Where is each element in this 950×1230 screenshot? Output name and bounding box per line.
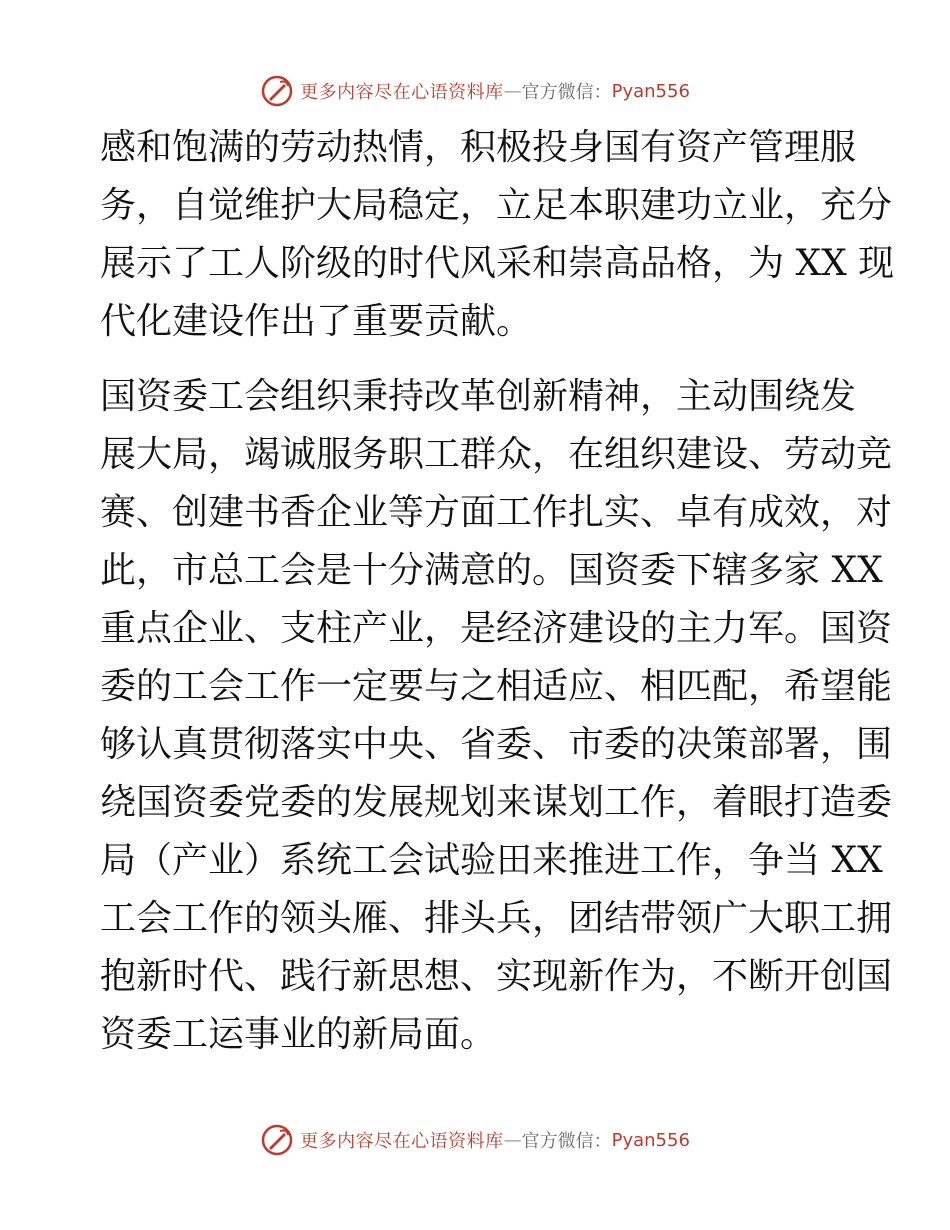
body-line: 资委工运事业的新局面。	[100, 1014, 497, 1055]
body-line: 国资委工会组织秉持改革创新精神，主动围绕发	[100, 376, 857, 417]
watermark-separator: —	[503, 80, 522, 102]
watermark-text: 更多内容尽在心语资料库	[300, 82, 504, 103]
body-line: 代化建设作出了重要贡献。	[100, 301, 533, 342]
body-line: 抱新时代、践行新思想、实现新作为，不断开创国	[100, 956, 893, 997]
body-line: 工会工作的领头雁、排头兵，团结带领广大职工拥	[100, 898, 893, 939]
body-line: 重点企业、支柱产业，是经济建设的主力军。国资	[100, 608, 893, 649]
body-line: 此，市总工会是十分满意的。国资委下辖多家 XX	[100, 550, 883, 591]
feather-pen-logo-icon	[260, 74, 294, 108]
body-line: 绕国资委党委的发展规划来谋划工作，着眼打造委	[100, 782, 893, 823]
body-line: 赛、创建书香企业等方面工作扎实、卓有成效，对	[100, 492, 893, 533]
header-watermark	[0, 73, 950, 109]
body-line: 局（产业）系统工会试验田来推进工作，争当 XX	[100, 840, 883, 881]
watermark-wechat-id: Pyan556	[611, 1129, 690, 1151]
body-line: 够认真贯彻落实中央、省委、市委的决策部署，围	[100, 724, 893, 765]
watermark-label: 官方微信：	[521, 1131, 612, 1152]
body-line: 务，自觉维护大局稳定，立足本职建功立业，充分	[100, 185, 893, 226]
feather-pen-logo-icon	[260, 1123, 294, 1157]
body-line: 感和饱满的劳动热情，积极投身国有资产管理服	[100, 127, 857, 168]
body-line: 展大局，竭诚服务职工群众，在组织建设、劳动竞	[100, 434, 893, 475]
footer-watermark	[0, 1122, 950, 1158]
watermark-wechat-id: Pyan556	[611, 80, 690, 102]
watermark-separator: —	[503, 1129, 522, 1151]
body-line: 展示了工人阶级的时代风采和崇高品格，为 XX 现	[100, 243, 895, 284]
body-line: 委的工会工作一定要与之相适应、相匹配，希望能	[100, 666, 893, 707]
watermark-label: 官方微信：	[521, 82, 612, 103]
watermark-text: 更多内容尽在心语资料库	[300, 1131, 504, 1152]
